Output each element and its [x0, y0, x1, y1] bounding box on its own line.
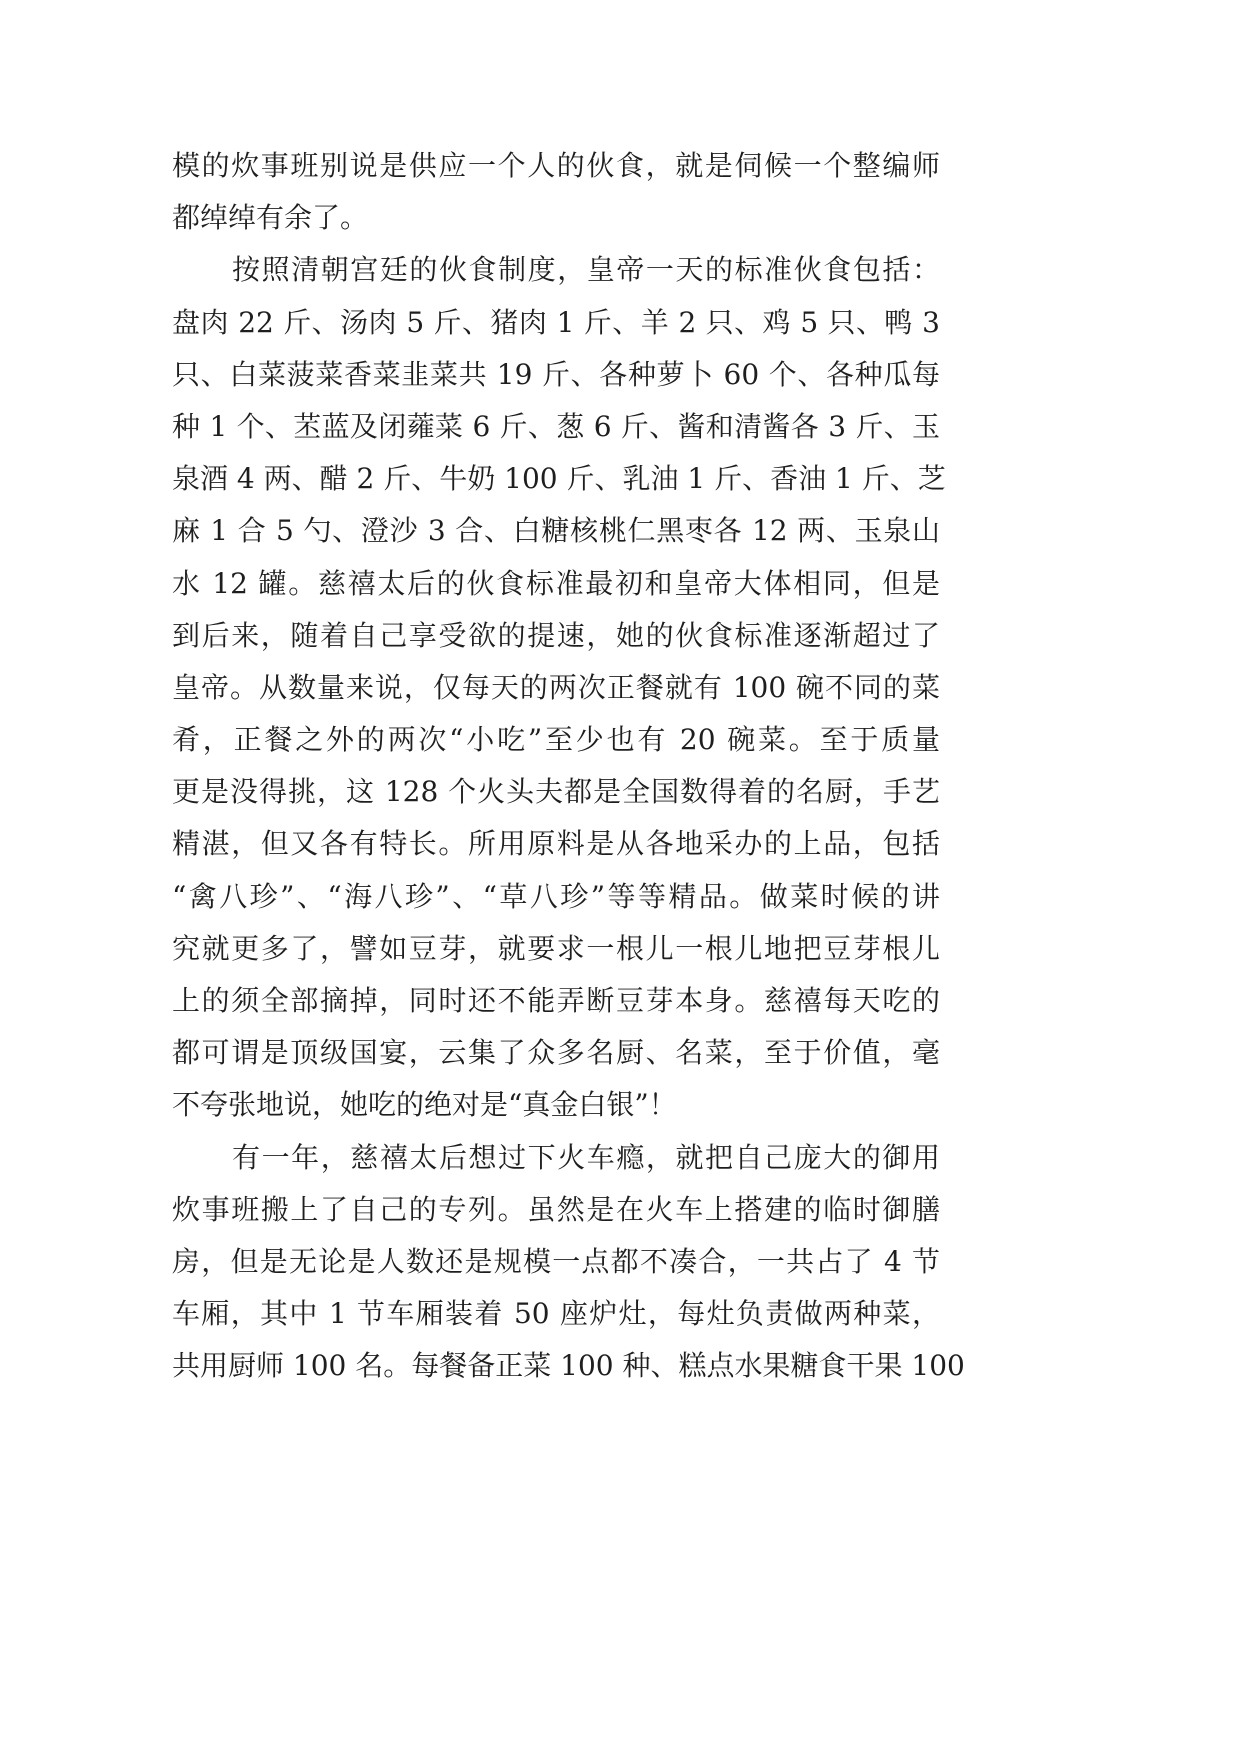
- text-line: 到后来，随着自己享受欲的提速，她的伙食标准逐渐超过了: [172, 618, 940, 652]
- text-line: 有一年，慈禧太后想过下火车瘾，就把自己庞大的御用: [232, 1140, 940, 1174]
- text-line: 房，但是无论是人数还是规模一点都不凑合，一共占了 4 节: [172, 1244, 940, 1278]
- text-line: “禽八珍”、“海八珍”、“草八珍”等等精品。做菜时候的讲: [172, 879, 940, 913]
- text-line: 车厢，其中 1 节车厢装着 50 座炉灶，每灶负责做两种菜，: [172, 1297, 940, 1331]
- text-line: 皇帝。从数量来说，仅每天的两次正餐就有 100 碗不同的菜: [172, 670, 940, 704]
- paragraph: [172, 1132, 965, 1393]
- text-line: 模的炊事班别说是供应一个人的伙食，就是伺候一个整编师: [172, 149, 940, 182]
- text-line: 泉酒 4 两、醋 2 斤、牛奶 100 斤、乳油 1 斤、香油 1 斤、芝: [172, 462, 946, 496]
- paragraph: [172, 140, 940, 244]
- text-line: 更是没得挑，这 128 个火头夫都是全国数得着的名厨，手艺: [172, 775, 940, 809]
- text-line: 按照清朝宫廷的伙食制度，皇帝一天的标准伙食包括：: [232, 253, 940, 287]
- text-line: 盘肉 22 斤、汤肉 5 斤、猪肉 1 斤、羊 2 只、鸡 5 只、鸭 3: [172, 305, 940, 339]
- text-line: 不夸张地说，她吃的绝对是“真金白银”！: [172, 1088, 677, 1122]
- text-line: 麻 1 合 5 勺、澄沙 3 合、白糖核桃仁黑枣各 12 两、玉泉山: [172, 514, 940, 548]
- paragraph: [172, 244, 946, 1131]
- text-line: 究就更多了，譬如豆芽，就要求一根儿一根儿地把豆芽根儿: [172, 931, 940, 965]
- body-text: [172, 140, 965, 1393]
- text-line: 上的须全部摘掉，同时还不能弄断豆芽本身。慈禧每天吃的: [172, 984, 940, 1017]
- text-line: 都可谓是顶级国宴，云集了众多名厨、名菜，至于价值，毫: [172, 1036, 940, 1070]
- text-line: 只、白菜菠菜香菜韭菜共 19 斤、各种萝卜 60 个、各种瓜每: [172, 357, 940, 391]
- text-line: 精湛，但又各有特长。所用原料是从各地采办的上品，包括: [172, 827, 940, 861]
- text-line: 水 12 罐。慈禧太后的伙食标准最初和皇帝大体相同，但是: [172, 566, 940, 600]
- text-line: 都绰绰有余了。: [172, 201, 369, 235]
- text-line: 炊事班搬上了自己的专列。虽然是在火车上搭建的临时御膳: [172, 1192, 940, 1226]
- text-line: 共用厨师 100 名。每餐备正菜 100 种、糕点水果糖食干果 100: [172, 1349, 965, 1383]
- text-line: 种 1 个、苤蓝及闭蕹菜 6 斤、葱 6 斤、酱和清酱各 3 斤、玉: [172, 409, 940, 443]
- text-line: 肴，正餐之外的两次“小吃”至少也有 20 碗菜。至于质量: [172, 723, 940, 757]
